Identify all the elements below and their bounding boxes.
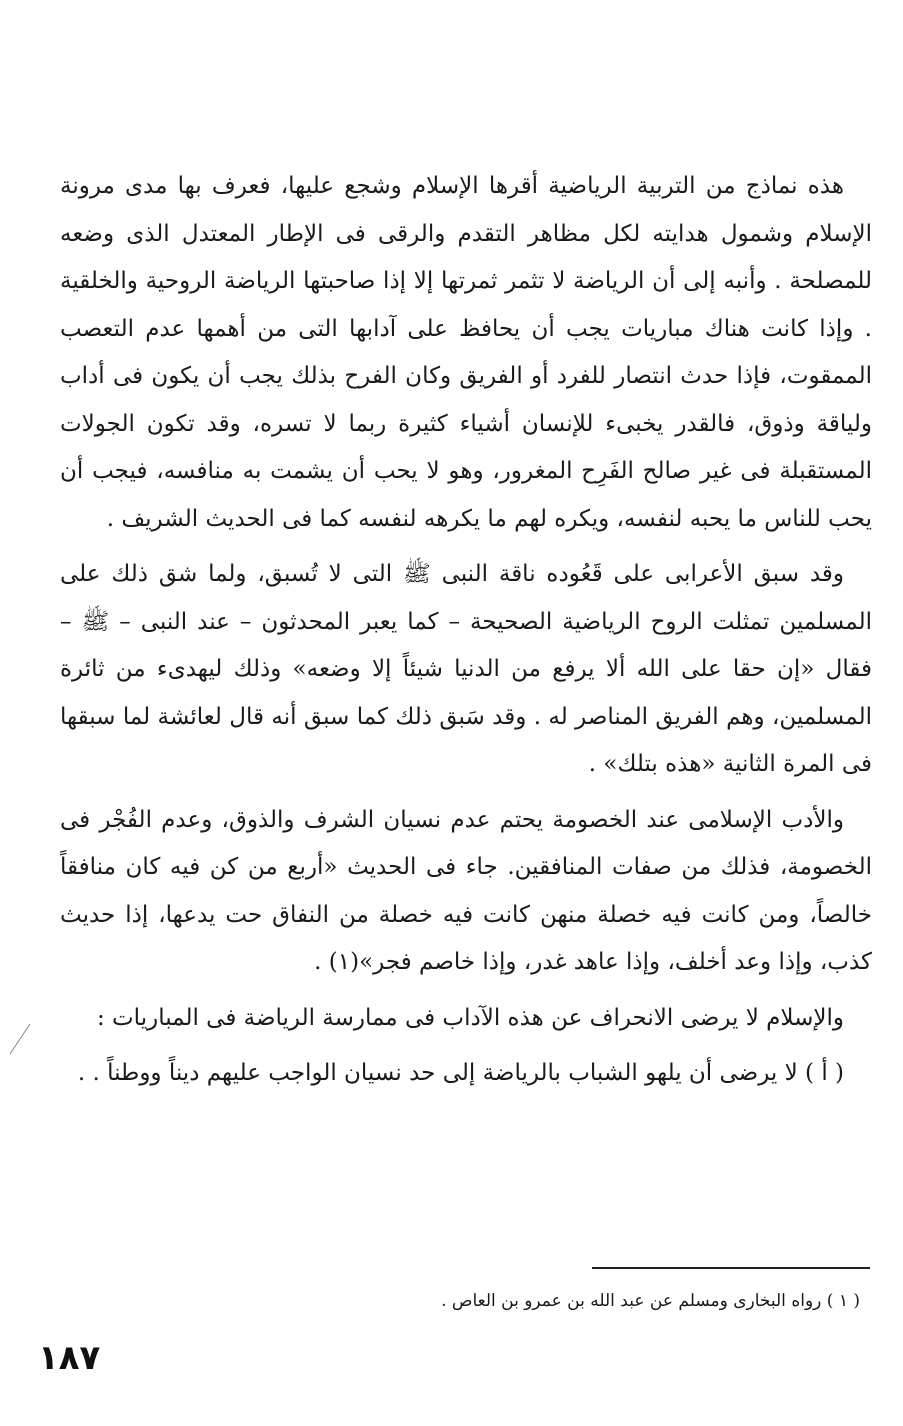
paragraph-islam-rejects-deviation: والإسلام لا يرضى الانحراف عن هذه الآداب فى ممارسة الرياضة فى المباريات : [96,1004,844,1031]
margin-pencil-mark [4,1020,34,1060]
body-text [60,163,872,1098]
paragraph-dispute-etiquette: والأدب الإسلامى عند الخصومة يحتم عدم نسيان الشرف والذوق، وعدم الفُجْر فى الخصومة، فذلك من صفات المنافقين. جاء فى الحديث «أربع من كن فيه كان منافقاً خالصاً، ومن كانت فيه خصلة منهن كانت فيه خصلة من النفاق حت يدعها، إذا حديث كذب، وإذا وعد أخلف، وإذا عاهد غدر، وإذا خاصم فجر»(١) . [60,806,872,975]
paragraph-point-a: ( أ ) لا يرضى أن يلهو الشباب بالرياضة إلى حد نسيان الواجب عليهم ديناً ووطناً . . [77,1060,844,1086]
footnote-divider [592,1267,870,1269]
paragraph-sports-etiquette: هذه نماذج من التربية الرياضية أقرها الإسلام وشجع عليها، فعرف بها مدى مرونة الإسلام وشمول هدايته لكل مظاهر التقدم والرقى فى الإطار المعتدل الذى وضعه للمصلحة . وأنبه إلى أن الرياضة لا تثمر ثمرتها إلا إذا صاحبتها الرياضة الروحية والخلقية . وإذا كانت هناك مباريات يجب أن يحافظ على آدابها التى من أهمها عدم التعصب الممقوت، فإذا حدث انتصار للفرد أو الفريق وكان الفرح بذلك يجب أن يكون فى أداب ولياقة وذوق، فالقدر يخبىء للإنسان أشياء كثيرة ربما لا تسره، وقد تكون الجولات المستقبلة فى غير صالح الفَرِح المغرور، وهو لا يحب أن يشمت به منافسه، فيجب أن يحب للناس ما يحبه لنفسه، ويكره لهم ما يكرهه لنفسه كما فى الحديث الشريف . [60,173,872,532]
footnote: ( ١ ) رواه البخارى ومسلم عن عبد الله بن عمرو بن العاص . [441,1291,860,1311]
page-number: ١٨٧ [38,1338,101,1378]
paragraph-bedouin-race: وقد سبق الأعرابى على قَعُوده ناقة النبى ﷺ التى لا تُسبق، ولما شق ذلك على المسلمين تمثلت الروح الرياضية الصحيحة – كما يعبر المحدثون – عند النبى – ﷺ – فقال «إن حقا على الله ألا يرفع من الدنيا شيئاً إلا وضعه» وذلك ليهدىء من ثائرة المسلمين، وهم الفريق المناصر له . وقد سَبق ذلك كما سبق أنه قال لعائشة لما سبقها فى المرة الثانية «هذه بتلك» . [60,561,872,777]
